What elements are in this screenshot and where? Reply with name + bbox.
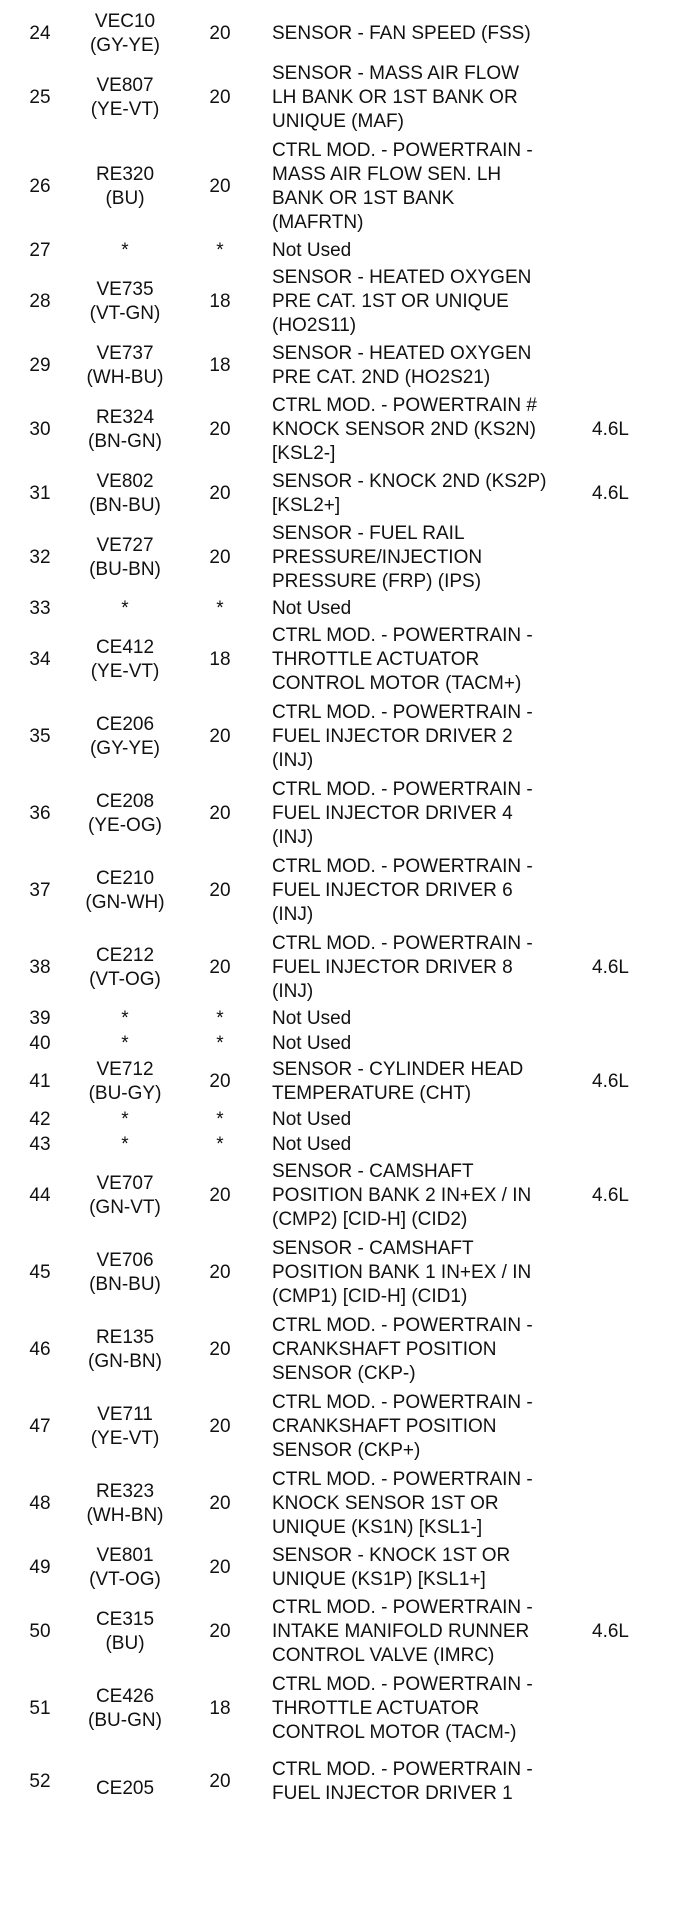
circuit-description: CTRL MOD. - POWERTRAIN - FUEL INJECTOR DRIVER 6 (INJ)	[272, 855, 533, 925]
wire-gauge: 20	[209, 1492, 231, 1514]
wire-color: (BU-BN)	[89, 558, 161, 580]
circuit-code: VEC10	[94, 10, 156, 32]
wire-color: (GN-WH)	[85, 891, 165, 913]
circuit-description: CTRL MOD. - POWERTRAIN - FUEL INJECTOR DRIVER 1	[272, 1759, 533, 1804]
circuit-cell	[60, 1544, 190, 1592]
wire-gauge: 20	[209, 176, 231, 197]
wire-gauge: *	[216, 597, 224, 619]
circuit-cell	[60, 342, 190, 390]
wire-gauge: 20	[209, 1070, 231, 1092]
wire-color: (GY-YE)	[89, 737, 161, 759]
circuit-description: Not Used	[272, 1032, 352, 1054]
table-row	[0, 1388, 688, 1465]
pin-number: 51	[29, 1697, 51, 1719]
circuit-code: *	[121, 1032, 129, 1054]
circuit-code: *	[121, 1108, 129, 1130]
engine-note: 4.6L	[592, 1184, 629, 1206]
wire-gauge: 20	[209, 802, 231, 824]
table-row	[0, 1157, 688, 1234]
circuit-cell	[60, 1249, 190, 1297]
pin-number: 44	[29, 1184, 51, 1206]
pin-number: 43	[29, 1133, 51, 1155]
table-row	[0, 391, 688, 468]
circuit-code: *	[121, 239, 129, 261]
table-row	[0, 59, 688, 136]
circuit-description: Not Used	[272, 597, 352, 619]
circuit-cell	[60, 1480, 190, 1528]
wire-gauge: 20	[209, 956, 231, 978]
table-row	[0, 1031, 688, 1056]
table-row	[0, 519, 688, 596]
circuit-code: CE210	[95, 867, 155, 889]
wire-gauge: 18	[209, 290, 231, 312]
wire-gauge: 20	[209, 1261, 231, 1283]
pin-number: 46	[29, 1338, 51, 1360]
circuit-code: RE320	[95, 164, 155, 185]
circuit-description: CTRL MOD. - POWERTRAIN - FUEL INJECTOR DRIVER 4 (INJ)	[272, 778, 533, 848]
circuit-code: VE727	[96, 534, 154, 556]
circuit-cell	[60, 1777, 190, 1801]
circuit-code: VE707	[96, 1172, 154, 1194]
circuit-code: *	[121, 597, 129, 619]
wire-color: (BU-GY)	[88, 1082, 162, 1104]
pin-number: 33	[29, 597, 51, 619]
circuit-description: SENSOR - FAN SPEED (FSS)	[272, 22, 531, 44]
circuit-description: SENSOR - CAMSHAFT POSITION BANK 1 IN+EX / IN (CMP1) [CID-H] (CID1)	[272, 1237, 532, 1307]
circuit-cell	[60, 636, 190, 684]
circuit-code: RE135	[95, 1326, 155, 1348]
circuit-description: CTRL MOD. - POWERTRAIN - FUEL INJECTOR DRIVER 2 (INJ)	[272, 701, 533, 771]
circuit-cell	[60, 74, 190, 122]
pin-number: 47	[29, 1415, 51, 1437]
table-row	[0, 852, 688, 929]
table-row	[0, 238, 688, 263]
table-row	[0, 340, 688, 391]
wire-gauge: *	[216, 1032, 224, 1054]
pin-number: 30	[29, 418, 51, 440]
circuit-description: SENSOR - CYLINDER HEAD TEMPERATURE (CHT)	[272, 1058, 524, 1104]
wire-color: (VT-GN)	[89, 302, 161, 324]
circuit-description: Not Used	[272, 239, 352, 261]
wire-gauge: 20	[209, 482, 231, 504]
wire-color: (WH-BU)	[86, 366, 164, 388]
circuit-code: VE706	[96, 1249, 154, 1271]
wire-gauge: 18	[209, 354, 231, 376]
engine-note: 4.6L	[592, 956, 629, 978]
pin-number: 34	[29, 648, 51, 670]
circuit-code: *	[121, 1007, 129, 1029]
wire-color: (BU-GN)	[88, 1709, 162, 1731]
wire-gauge: 20	[209, 86, 231, 108]
circuit-cell	[60, 10, 190, 58]
circuit-description: CTRL MOD. - POWERTRAIN - INTAKE MANIFOLD RUNNER CONTROL VALVE (IMRC)	[272, 1596, 533, 1666]
circuit-description: SENSOR - HEATED OXYGEN PRE CAT. 1ST OR UNIQUE (HO2S11)	[272, 266, 532, 336]
pin-number: 24	[29, 22, 51, 44]
table-row	[0, 1107, 688, 1132]
circuit-description: CTRL MOD. - POWERTRAIN - MASS AIR FLOW SEN. LH BANK OR 1ST BANK (MAFRTN)	[272, 140, 533, 233]
table-row	[0, 775, 688, 852]
circuit-cell	[60, 1172, 190, 1220]
pin-number: 29	[29, 354, 51, 376]
pin-number: 48	[29, 1492, 51, 1514]
wire-color: (BN-BU)	[89, 494, 161, 516]
pin-number: 42	[29, 1108, 51, 1130]
wire-gauge: 20	[209, 1415, 231, 1437]
engine-note: 4.6L	[592, 418, 629, 440]
table-row	[0, 1593, 688, 1670]
circuit-description: CTRL MOD. - POWERTRAIN - KNOCK SENSOR 1ST OR UNIQUE (KS1N) [KSL1-]	[272, 1468, 533, 1538]
circuit-description: SENSOR - CAMSHAFT POSITION BANK 2 IN+EX / IN (CMP2) [CID-H] (CID2)	[272, 1160, 532, 1230]
wire-color: (GN-BN)	[88, 1350, 162, 1372]
wire-gauge: 20	[209, 1771, 231, 1792]
wire-gauge: 20	[209, 418, 231, 440]
table-row	[0, 1132, 688, 1157]
circuit-cell	[60, 1326, 190, 1374]
pin-number: 45	[29, 1261, 51, 1283]
circuit-description: CTRL MOD. - POWERTRAIN - THROTTLE ACTUATOR CONTROL MOTOR (TACM-)	[272, 1673, 533, 1743]
table-row	[0, 1747, 688, 1817]
circuit-code: CE208	[95, 790, 155, 812]
engine-note: 4.6L	[592, 482, 629, 504]
wire-color: (BN-GN)	[88, 430, 162, 452]
circuit-cell	[60, 944, 190, 992]
circuit-cell	[60, 1403, 190, 1451]
circuit-code: VE711	[97, 1403, 153, 1425]
table-row	[0, 621, 688, 698]
circuit-code: VE801	[96, 1544, 154, 1566]
circuit-description: Not Used	[272, 1007, 352, 1029]
circuit-cell	[60, 534, 190, 582]
circuit-description: Not Used	[272, 1108, 352, 1130]
wire-gauge: 20	[209, 22, 231, 44]
wire-color: (GN-VT)	[89, 1196, 161, 1218]
wire-color: (YE-VT)	[90, 660, 160, 682]
circuit-cell	[60, 278, 190, 326]
circuit-cell	[60, 1685, 190, 1733]
circuit-description: CTRL MOD. - POWERTRAIN - CRANKSHAFT POSITION SENSOR (CKP+)	[272, 1391, 533, 1461]
circuit-cell	[60, 790, 190, 838]
pin-number: 35	[29, 725, 51, 747]
engine-note: 4.6L	[592, 1070, 629, 1092]
table-row	[0, 8, 688, 59]
wire-gauge: 20	[209, 1338, 231, 1360]
table-row	[0, 1006, 688, 1031]
circuit-description: Not Used	[272, 1133, 352, 1155]
pin-number: 49	[29, 1556, 51, 1578]
pin-number: 36	[29, 802, 51, 824]
circuit-cell	[60, 1058, 190, 1106]
circuit-cell	[60, 597, 190, 621]
wire-gauge: 20	[209, 725, 231, 747]
circuit-code: CE205	[95, 1778, 155, 1800]
table-row	[0, 1542, 688, 1593]
circuit-cell	[60, 1032, 190, 1056]
circuit-code: RE323	[95, 1480, 155, 1502]
circuit-code: *	[121, 1133, 129, 1155]
circuit-description: CTRL MOD. - POWERTRAIN - THROTTLE ACTUATOR CONTROL MOTOR (TACM+)	[272, 624, 533, 694]
circuit-description: CTRL MOD. - POWERTRAIN - CRANKSHAFT POSITION SENSOR (CKP-)	[272, 1314, 533, 1384]
pin-number: 39	[29, 1007, 51, 1029]
circuit-code: VE735	[96, 278, 154, 300]
pin-number: 28	[29, 290, 51, 312]
wire-color: (GY-YE)	[89, 34, 161, 56]
circuit-code: CE206	[95, 713, 155, 735]
circuit-description: SENSOR - FUEL RAIL PRESSURE/INJECTION PRESSURE (FRP) (IPS)	[272, 522, 483, 592]
wire-gauge: *	[216, 1108, 224, 1130]
wire-gauge: 20	[209, 879, 231, 901]
table-row	[0, 698, 688, 775]
table-row	[0, 1056, 688, 1107]
circuit-cell	[60, 867, 190, 915]
circuit-cell	[60, 1007, 190, 1031]
circuit-cell	[60, 1133, 190, 1157]
circuit-description: CTRL MOD. - POWERTRAIN - FUEL INJECTOR DRIVER 8 (INJ)	[272, 932, 533, 1002]
wire-color: (VT-OG)	[89, 968, 161, 990]
table-row	[0, 263, 688, 340]
pin-number: 26	[29, 176, 51, 197]
circuit-code: VE712	[96, 1058, 154, 1080]
pin-number: 32	[29, 546, 51, 568]
circuit-description: SENSOR - KNOCK 1ST OR UNIQUE (KS1P) [KSL1+]	[272, 1544, 511, 1590]
wire-color: (BU)	[105, 188, 145, 209]
wire-gauge: 18	[209, 1697, 231, 1719]
wire-gauge: 20	[209, 1184, 231, 1206]
table-row	[0, 596, 688, 621]
circuit-code: VE802	[96, 470, 154, 492]
pin-number: 50	[29, 1620, 51, 1642]
wire-color: (BN-BU)	[89, 1273, 161, 1295]
pin-number: 31	[29, 482, 51, 504]
pin-number: 52	[29, 1771, 51, 1792]
table-row	[0, 1465, 688, 1542]
wire-gauge: 20	[209, 546, 231, 568]
circuit-code: CE212	[95, 944, 155, 966]
wire-gauge: 20	[209, 1620, 231, 1642]
circuit-description: SENSOR - MASS AIR FLOW LH BANK OR 1ST BANK OR UNIQUE (MAF)	[272, 62, 520, 132]
circuit-code: RE324	[95, 406, 155, 428]
table-row	[0, 136, 688, 238]
pin-number: 38	[29, 956, 51, 978]
wire-gauge: *	[216, 1133, 224, 1155]
circuit-code: CE426	[95, 1685, 155, 1707]
circuit-cell	[60, 1108, 190, 1132]
pin-number: 40	[29, 1032, 51, 1054]
wire-color: (WH-BN)	[86, 1504, 164, 1526]
wire-gauge: *	[216, 1007, 224, 1029]
circuit-description: CTRL MOD. - POWERTRAIN # KNOCK SENSOR 2ND (KS2N) [KSL2-]	[272, 394, 537, 464]
circuit-description: SENSOR - KNOCK 2ND (KS2P) [KSL2+]	[272, 470, 547, 516]
circuit-cell	[60, 239, 190, 263]
circuit-code: VE807	[96, 74, 154, 96]
circuit-code: CE412	[95, 636, 155, 658]
wire-gauge: *	[216, 239, 224, 261]
table-row	[0, 468, 688, 519]
circuit-cell	[60, 163, 190, 211]
circuit-cell	[60, 713, 190, 761]
engine-note: 4.6L	[592, 1620, 629, 1642]
wire-gauge: 18	[209, 648, 231, 670]
circuit-cell	[60, 1608, 190, 1656]
wire-gauge: 20	[209, 1556, 231, 1578]
circuit-code: CE315	[95, 1608, 155, 1630]
wire-color: (YE-VT)	[90, 98, 160, 120]
table-row	[0, 929, 688, 1006]
pin-number: 25	[29, 86, 51, 108]
circuit-code: VE737	[96, 342, 154, 364]
pin-number: 41	[29, 1070, 51, 1092]
table-row	[0, 1234, 688, 1311]
wire-color: (VT-OG)	[89, 1568, 161, 1590]
wire-color: (BU)	[105, 1632, 145, 1654]
pin-number: 37	[29, 879, 51, 901]
circuit-description: SENSOR - HEATED OXYGEN PRE CAT. 2ND (HO2S21)	[272, 342, 532, 388]
pin-number: 27	[29, 239, 51, 261]
table-row	[0, 1311, 688, 1388]
wire-color: (YE-VT)	[90, 1427, 160, 1449]
wire-color: (YE-OG)	[88, 814, 162, 836]
circuit-cell	[60, 470, 190, 518]
table-row	[0, 1670, 688, 1747]
circuit-cell	[60, 406, 190, 454]
